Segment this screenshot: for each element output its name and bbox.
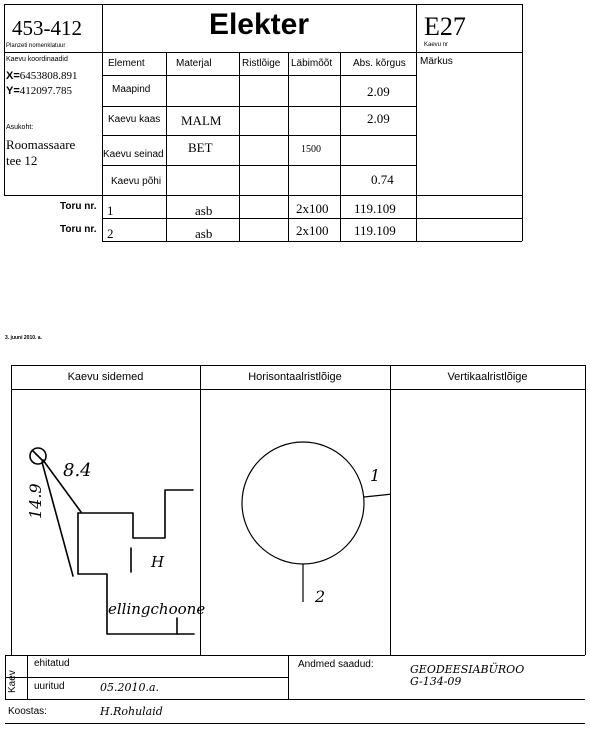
pipe-number: 1 (107, 203, 114, 218)
distance-label: 14.9 (26, 483, 45, 519)
author-label: Koostas: (8, 706, 47, 717)
location-label: Asukoht: (6, 124, 34, 131)
building-outline (78, 490, 193, 538)
well-marker-cross (33, 451, 43, 461)
pipe-material: asb (195, 203, 213, 218)
distance-label: 8.4 (63, 460, 92, 481)
pipe-height: 119.109 (354, 223, 396, 238)
well-circle (242, 442, 364, 564)
data-source-code: G-134-09 (410, 675, 462, 688)
location-line1: Roomassaare (6, 137, 76, 152)
row-element: Kaevu seinad (103, 149, 164, 160)
coordinate-y-label: Y= (6, 85, 20, 97)
pipe-diameter: 2x100 (296, 201, 329, 216)
row-material: MALM (181, 113, 222, 128)
pipe-1-line (364, 493, 390, 497)
pipe-number: 2 (107, 226, 114, 241)
row-height: 2.09 (367, 84, 390, 99)
pipe-material: asb (195, 226, 213, 241)
built-label: ehitatud (34, 658, 70, 669)
sheet-number-label: Planzeti nomenklatuur (6, 43, 66, 49)
column-header-height: Abs. kõrgus (353, 58, 406, 69)
coordinate-y-value: 412097.785 (19, 85, 73, 97)
pipe-height: 119.109 (354, 201, 396, 216)
pipe-diameter: 2x100 (296, 223, 329, 238)
building-name: ellingchoone (108, 600, 206, 618)
data-source-label: Andmed saadud: (298, 659, 374, 670)
row-height: 0.74 (371, 172, 394, 187)
row-element: Kaevu kaas (108, 114, 161, 125)
well-id: E27 (424, 12, 466, 41)
building-marker: H (151, 553, 165, 571)
coordinate-x (6, 70, 78, 82)
well-id-label: Kaevu nr (424, 42, 449, 48)
row-diameter: 1500 (301, 144, 321, 155)
column-header-material: Materjal (176, 58, 212, 69)
document-date: 3. juuni 2010. a. (5, 335, 42, 341)
pipe-label: Toru nr. (60, 224, 97, 235)
page-title: Elekter (208, 8, 310, 41)
author-value: H.Rohulaid (100, 705, 163, 718)
sketch-column-vertical: Vertikaalristlõige (447, 371, 528, 383)
pipe-2-label: 2 (315, 587, 326, 606)
coordinate-y (6, 85, 72, 97)
row-material: BET (188, 140, 213, 155)
coordinate-x-value: 6453808.891 (19, 70, 78, 82)
column-header-notes: Märkus (420, 56, 453, 67)
sketch-column-horizontal: Horisontaalristlõige (248, 371, 342, 383)
location-line2: tee 12 (6, 153, 38, 168)
horizontal-section-drawing (200, 390, 390, 655)
data-source-value: GEODEESIABÜROO (410, 663, 525, 676)
pipe-label: Toru nr. (60, 201, 97, 212)
row-element: Maapind (112, 84, 151, 95)
sheet-number: 453-412 (12, 16, 82, 40)
column-header-element: Element (108, 58, 145, 69)
coordinates-label: Kaevu koordinaadid (6, 56, 68, 63)
pipe-1-label: 1 (370, 466, 381, 485)
side-label: Kaev (7, 670, 18, 693)
row-height: 2.09 (367, 111, 390, 126)
column-header-diameter: Läbimõõt (291, 58, 333, 69)
sketch-column-links: Kaevu sidemed (67, 371, 144, 383)
row-element: Kaevu põhi (111, 176, 162, 187)
surveyed-label: uuritud (34, 681, 65, 692)
surveyed-value: 05.2010.a. (100, 681, 160, 694)
column-header-section: Ristlõige (242, 58, 281, 69)
coordinate-x-label: X= (6, 70, 20, 82)
